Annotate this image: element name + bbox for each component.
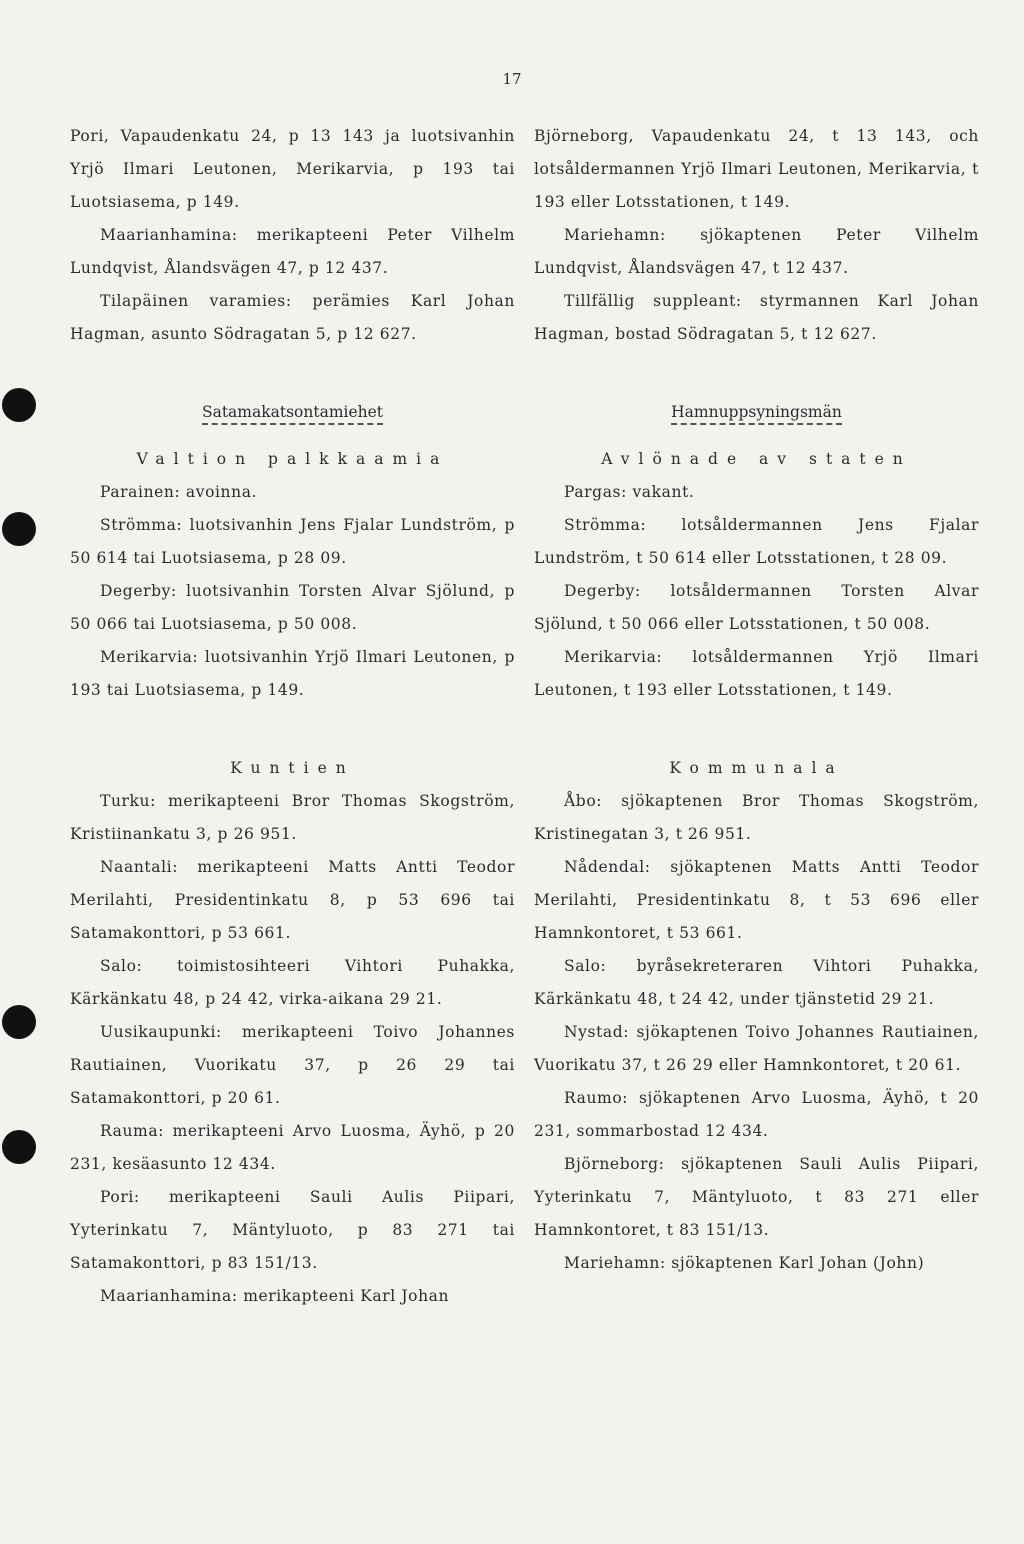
section-heading: Hamnuppsyningsmän	[534, 396, 979, 429]
intro-paragraph: Tillfällig suppleant: styrmannen Karl Johan Hagman, bostad Södragatan 5, t 12 627.	[534, 292, 979, 343]
entry-paragraph: Pargas: vakant.	[564, 483, 695, 501]
entry-paragraph: Rauma: merikapteeni Arvo Luosma, Äyhö, p 20 231, kesäasunto 12 434.	[70, 1122, 515, 1173]
intro-paragraph: Mariehamn: sjökaptenen Peter Vilhelm Lundqvist, Ålandsvägen 47, t 12 437.	[534, 226, 979, 277]
entry-paragraph: Salo: byråsekreteraren Vihtori Puhakka, Kärkänkatu 48, t 24 42, under tjänstetid 29 21.	[534, 957, 979, 1008]
entry-paragraph: Uusikaupunki: merikapteeni Toivo Johannes Rautiainen, Vuorikatu 37, p 26 29 tai Satamakonttori, p 20 61.	[70, 1023, 515, 1107]
entry-paragraph: Degerby: lotsåldermannen Torsten Alvar Sjölund, t 50 066 eller Lotsstationen, t 50 008.	[534, 582, 979, 633]
entry-paragraph: Salo: toimistosihteeri Vihtori Puhakka, Kärkänkatu 48, p 24 42, virka-aikana 29 21.	[70, 957, 515, 1008]
page-number: 17	[502, 70, 522, 88]
entry-paragraph: Raumo: sjökaptenen Arvo Luosma, Äyhö, t 20 231, sommarbostad 12 434.	[534, 1089, 979, 1140]
entry-paragraph: Strömma: lotsåldermannen Jens Fjalar Lundström, t 50 614 eller Lotsstationen, t 28 09.	[534, 516, 979, 567]
swedish-column	[534, 120, 979, 1280]
entry-paragraph: Nystad: sjökaptenen Toivo Johannes Rautiainen, Vuorikatu 37, t 26 29 eller Hamnkontoret, t 20 61.	[534, 1023, 979, 1074]
intro-paragraph: Björneborg, Vapaudenkatu 24, t 13 143, och lotsåldermannen Yrjö Ilmari Leutonen, Merikarvia, t 193 eller Lotsstationen, t 149.	[534, 127, 979, 211]
entry-paragraph: Maarianhamina: merikapteeni Karl Johan	[100, 1287, 450, 1305]
section-subheading: Avlönade av staten	[601, 450, 912, 468]
punch-hole	[2, 1130, 36, 1164]
section-subheading: Kuntien	[230, 759, 355, 777]
punch-hole	[2, 388, 36, 422]
entry-paragraph: Pori: merikapteeni Sauli Aulis Piipari, Yyterinkatu 7, Mäntyluoto, p 83 271 tai Satamakonttori, p 83 151/13.	[70, 1188, 515, 1272]
entry-paragraph: Merikarvia: luotsivanhin Yrjö Ilmari Leutonen, p 193 tai Luotsiasema, p 149.	[70, 648, 515, 699]
entry-paragraph: Naantali: merikapteeni Matts Antti Teodor Merilahti, Presidentinkatu 8, p 53 696 tai Satamakonttori, p 53 661.	[70, 858, 515, 942]
section-subheading: Kommunala	[669, 759, 844, 777]
section-heading: Satamakatsontamiehet	[70, 396, 515, 429]
intro-paragraph: Pori, Vapaudenkatu 24, p 13 143 ja luotsivanhin Yrjö Ilmari Leutonen, Merikarvia, p 193 tai Luotsiasema, p 149.	[70, 127, 515, 211]
entry-paragraph: Turku: merikapteeni Bror Thomas Skogström, Kristiinankatu 3, p 26 951.	[70, 792, 515, 843]
entry-paragraph: Degerby: luotsivanhin Torsten Alvar Sjölund, p 50 066 tai Luotsiasema, p 50 008.	[70, 582, 515, 633]
section-subheading: Valtion palkkaamia	[136, 450, 449, 468]
entry-paragraph: Björneborg: sjökaptenen Sauli Aulis Piipari, Yyterinkatu 7, Mäntyluoto, t 83 271 eller Hamnkontoret, t 83 151/13.	[534, 1155, 979, 1239]
intro-paragraph: Tilapäinen varamies: perämies Karl Johan Hagman, asunto Södragatan 5, p 12 627.	[70, 292, 515, 343]
intro-paragraph: Maarianhamina: merikapteeni Peter Vilhelm Lundqvist, Ålandsvägen 47, p 12 437.	[70, 226, 515, 277]
punch-hole	[2, 512, 36, 546]
entry-paragraph: Merikarvia: lotsåldermannen Yrjö Ilmari Leutonen, t 193 eller Lotsstationen, t 149.	[534, 648, 979, 699]
entry-paragraph: Nådendal: sjökaptenen Matts Antti Teodor Merilahti, Presidentinkatu 8, t 53 696 eller Hamnkontoret, t 53 661.	[534, 858, 979, 942]
entry-paragraph: Mariehamn: sjökaptenen Karl Johan (John)	[564, 1254, 925, 1272]
finnish-column	[70, 120, 515, 1313]
punch-hole	[2, 1005, 36, 1039]
entry-paragraph: Åbo: sjökaptenen Bror Thomas Skogström, Kristinegatan 3, t 26 951.	[534, 792, 979, 843]
entry-paragraph: Parainen: avoinna.	[100, 483, 258, 501]
entry-paragraph: Strömma: luotsivanhin Jens Fjalar Lundström, p 50 614 tai Luotsiasema, p 28 09.	[70, 516, 515, 567]
